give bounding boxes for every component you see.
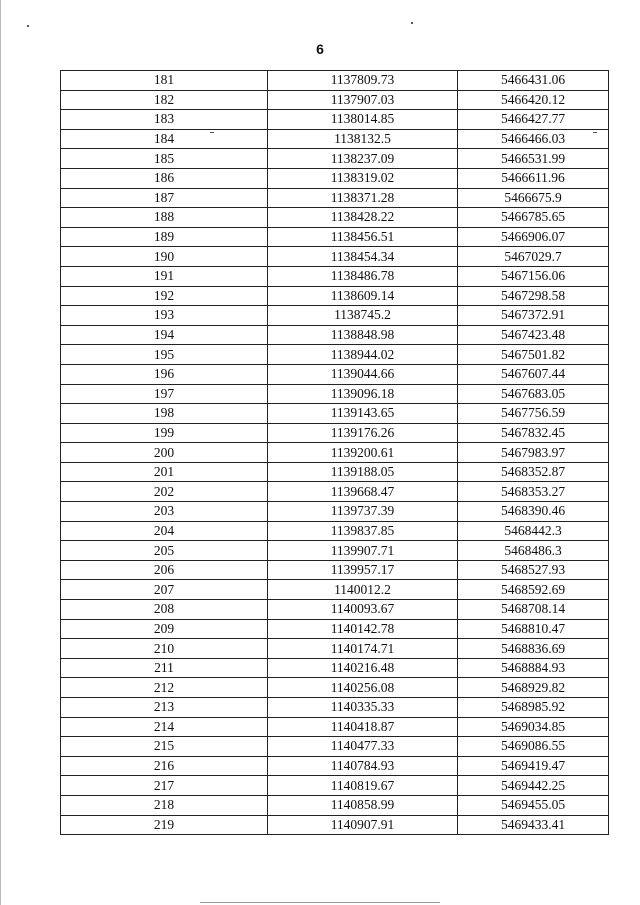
point-number-cell: 219: [61, 815, 268, 835]
point-number-cell: 182: [61, 90, 268, 110]
x-coordinate-cell: 1137907.03: [268, 90, 458, 110]
y-coordinate-cell: 5466466.03: [458, 129, 609, 149]
y-coordinate-cell: 5469433.41: [458, 815, 609, 835]
point-number-cell: 192: [61, 286, 268, 306]
point-number-cell: 212: [61, 678, 268, 698]
point-number-cell: 210: [61, 639, 268, 659]
table-row: [61, 443, 609, 463]
point-number-cell: 200: [61, 443, 268, 463]
y-coordinate-cell: 5467423.48: [458, 325, 609, 345]
point-number-cell: 211: [61, 658, 268, 678]
table-row: [61, 247, 609, 267]
scan-edge-line: [0, 0, 1, 905]
x-coordinate-cell: 1139188.05: [268, 462, 458, 482]
table-row: [61, 737, 609, 757]
y-coordinate-cell: 5466785.65: [458, 208, 609, 228]
x-coordinate-cell: 1138486.78: [268, 266, 458, 286]
point-number-cell: 198: [61, 404, 268, 424]
y-coordinate-cell: 5467501.82: [458, 345, 609, 365]
x-coordinate-cell: 1140256.08: [268, 678, 458, 698]
table-row: [61, 698, 609, 718]
y-coordinate-cell: 5466431.06: [458, 71, 609, 91]
table-row: [61, 325, 609, 345]
scan-speck: [27, 25, 29, 27]
x-coordinate-cell: 1139957.17: [268, 560, 458, 580]
x-coordinate-cell: 1138319.02: [268, 168, 458, 188]
y-coordinate-cell: 5468884.93: [458, 658, 609, 678]
y-coordinate-cell: 5469419.47: [458, 756, 609, 776]
table-row: [61, 286, 609, 306]
page-number: 6: [316, 41, 324, 57]
x-coordinate-cell: 1139044.66: [268, 364, 458, 384]
x-coordinate-cell: 1137809.73: [268, 71, 458, 91]
table-row: [61, 815, 609, 835]
y-coordinate-cell: 5467156.06: [458, 266, 609, 286]
table-row: [61, 521, 609, 541]
y-coordinate-cell: 5466611.96: [458, 168, 609, 188]
table-row: [61, 149, 609, 169]
table-row: [61, 717, 609, 737]
y-coordinate-cell: 5466427.77: [458, 110, 609, 130]
point-number-cell: 199: [61, 423, 268, 443]
y-coordinate-cell: 5468592.69: [458, 580, 609, 600]
y-coordinate-cell: 5467756.59: [458, 404, 609, 424]
x-coordinate-cell: 1138132.5: [268, 129, 458, 149]
x-coordinate-cell: 1139837.85: [268, 521, 458, 541]
x-coordinate-cell: 1138944.02: [268, 345, 458, 365]
x-coordinate-cell: 1139907.71: [268, 541, 458, 561]
point-number-cell: 209: [61, 619, 268, 639]
point-number-cell: 202: [61, 482, 268, 502]
point-number-cell: 194: [61, 325, 268, 345]
point-number-cell: 205: [61, 541, 268, 561]
y-coordinate-cell: 5468929.82: [458, 678, 609, 698]
x-coordinate-cell: 1139737.39: [268, 502, 458, 522]
table-row: [61, 404, 609, 424]
table-row: [61, 266, 609, 286]
coordinates-table-body: [61, 71, 609, 835]
point-number-cell: 216: [61, 756, 268, 776]
y-coordinate-cell: 5468442.3: [458, 521, 609, 541]
point-number-cell: 208: [61, 600, 268, 620]
x-coordinate-cell: 1138237.09: [268, 149, 458, 169]
x-coordinate-cell: 1140216.48: [268, 658, 458, 678]
x-coordinate-cell: 1139096.18: [268, 384, 458, 404]
table-row: [61, 678, 609, 698]
table-row: [61, 384, 609, 404]
table-row: [61, 306, 609, 326]
x-coordinate-cell: 1138745.2: [268, 306, 458, 326]
x-coordinate-cell: 1138454.34: [268, 247, 458, 267]
table-row: [61, 619, 609, 639]
x-coordinate-cell: 1139200.61: [268, 443, 458, 463]
table-row: [61, 364, 609, 384]
table-row: [61, 482, 609, 502]
table-row: [61, 795, 609, 815]
y-coordinate-cell: 5466675.9: [458, 188, 609, 208]
table-row: [61, 600, 609, 620]
table-row: [61, 208, 609, 228]
table-row: [61, 462, 609, 482]
x-coordinate-cell: 1138609.14: [268, 286, 458, 306]
point-number-cell: 206: [61, 560, 268, 580]
point-number-cell: 187: [61, 188, 268, 208]
point-number-cell: 185: [61, 149, 268, 169]
x-coordinate-cell: 1140335.33: [268, 698, 458, 718]
y-coordinate-cell: 5467983.97: [458, 443, 609, 463]
y-coordinate-cell: 5468836.69: [458, 639, 609, 659]
y-coordinate-cell: 5468352.87: [458, 462, 609, 482]
y-coordinate-cell: 5468353.27: [458, 482, 609, 502]
bottom-edge-line: [200, 902, 440, 903]
y-coordinate-cell: 5468527.93: [458, 560, 609, 580]
table-row: [61, 756, 609, 776]
table-row: [61, 168, 609, 188]
table-row: [61, 423, 609, 443]
x-coordinate-cell: 1138371.28: [268, 188, 458, 208]
table-row: [61, 188, 609, 208]
x-coordinate-cell: 1140858.99: [268, 795, 458, 815]
x-coordinate-cell: 1140819.67: [268, 776, 458, 796]
table-row: [61, 129, 609, 149]
x-coordinate-cell: 1140174.71: [268, 639, 458, 659]
y-coordinate-cell: 5466531.99: [458, 149, 609, 169]
x-coordinate-cell: 1140418.87: [268, 717, 458, 737]
x-coordinate-cell: 1140012.2: [268, 580, 458, 600]
point-number-cell: 190: [61, 247, 268, 267]
x-coordinate-cell: 1140093.67: [268, 600, 458, 620]
y-coordinate-cell: 5467832.45: [458, 423, 609, 443]
x-coordinate-cell: 1138428.22: [268, 208, 458, 228]
table-row: [61, 639, 609, 659]
point-number-cell: 188: [61, 208, 268, 228]
point-number-cell: 181: [61, 71, 268, 91]
y-coordinate-cell: 5468486.3: [458, 541, 609, 561]
point-number-cell: 197: [61, 384, 268, 404]
point-number-cell: 195: [61, 345, 268, 365]
point-number-cell: 193: [61, 306, 268, 326]
point-number-cell: 213: [61, 698, 268, 718]
table-row: [61, 110, 609, 130]
y-coordinate-cell: 5469086.55: [458, 737, 609, 757]
x-coordinate-cell: 1138014.85: [268, 110, 458, 130]
x-coordinate-cell: 1139143.65: [268, 404, 458, 424]
table-row: [61, 90, 609, 110]
point-number-cell: 189: [61, 227, 268, 247]
y-coordinate-cell: 5467683.05: [458, 384, 609, 404]
x-coordinate-cell: 1139176.26: [268, 423, 458, 443]
table-row: [61, 541, 609, 561]
point-number-cell: 214: [61, 717, 268, 737]
point-number-cell: 201: [61, 462, 268, 482]
table-row: [61, 71, 609, 91]
y-coordinate-cell: 5466906.07: [458, 227, 609, 247]
point-number-cell: 218: [61, 795, 268, 815]
point-number-cell: 203: [61, 502, 268, 522]
point-number-cell: 196: [61, 364, 268, 384]
y-coordinate-cell: 5467372.91: [458, 306, 609, 326]
point-number-cell: 191: [61, 266, 268, 286]
x-coordinate-cell: 1140784.93: [268, 756, 458, 776]
y-coordinate-cell: 5469442.25: [458, 776, 609, 796]
y-coordinate-cell: 5468985.92: [458, 698, 609, 718]
table-row: [61, 502, 609, 522]
x-coordinate-cell: 1138848.98: [268, 325, 458, 345]
point-number-cell: 183: [61, 110, 268, 130]
y-coordinate-cell: 5468810.47: [458, 619, 609, 639]
x-coordinate-cell: 1138456.51: [268, 227, 458, 247]
y-coordinate-cell: 5469034.85: [458, 717, 609, 737]
point-number-cell: 217: [61, 776, 268, 796]
table-row: [61, 345, 609, 365]
table-row: [61, 658, 609, 678]
x-coordinate-cell: 1140477.33: [268, 737, 458, 757]
point-number-cell: 186: [61, 168, 268, 188]
table-row: [61, 560, 609, 580]
point-number-cell: 184: [61, 129, 268, 149]
coordinates-table: [60, 70, 609, 835]
y-coordinate-cell: 5467298.58: [458, 286, 609, 306]
x-coordinate-cell: 1139668.47: [268, 482, 458, 502]
y-coordinate-cell: 5468390.46: [458, 502, 609, 522]
point-number-cell: 215: [61, 737, 268, 757]
point-number-cell: 204: [61, 521, 268, 541]
y-coordinate-cell: 5468708.14: [458, 600, 609, 620]
scan-speck: [411, 22, 413, 24]
y-coordinate-cell: 5467029.7: [458, 247, 609, 267]
point-number-cell: 207: [61, 580, 268, 600]
table-row: [61, 776, 609, 796]
y-coordinate-cell: 5466420.12: [458, 90, 609, 110]
table-row: [61, 227, 609, 247]
x-coordinate-cell: 1140907.91: [268, 815, 458, 835]
y-coordinate-cell: 5467607.44: [458, 364, 609, 384]
y-coordinate-cell: 5469455.05: [458, 795, 609, 815]
x-coordinate-cell: 1140142.78: [268, 619, 458, 639]
table-row: [61, 580, 609, 600]
